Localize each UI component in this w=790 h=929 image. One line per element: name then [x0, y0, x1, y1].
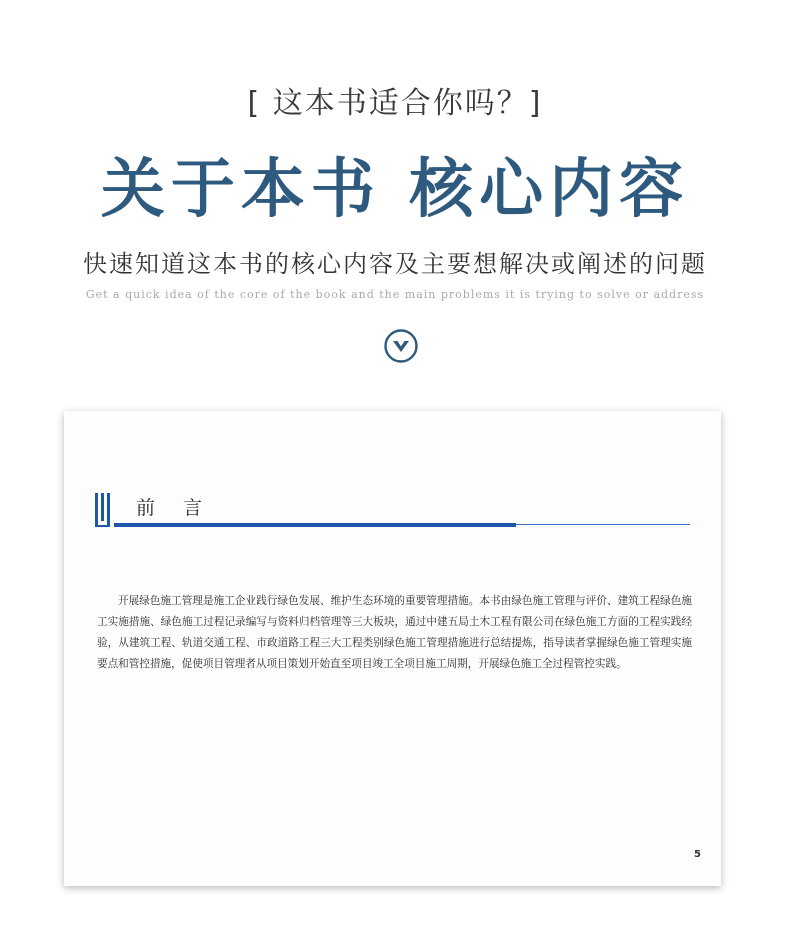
section-title: 前言 [136, 497, 231, 519]
chevron-down-circle-icon[interactable] [383, 328, 419, 364]
section-bracket-icon [94, 493, 116, 529]
kicker-text: [ 这本书适合你吗？] [247, 86, 543, 121]
subtitle: 快速知道这本书的核心内容及主要想解决或阐述的问题 [83, 250, 707, 278]
english-subtitle: Get a quick idea of the core of the book and the main problems it is trying to solve or address [85, 288, 705, 301]
book-page-scan [64, 411, 721, 886]
title-underline-thin [516, 524, 690, 525]
page-title: 关于本书 核心内容 [100, 152, 690, 227]
title-underline [114, 523, 516, 527]
header-section [0, 0, 790, 400]
preface-paragraph: 开展绿色施工管理是施工企业践行绿色发展、维护生态环境的重要管理措施。本书由绿色施工管理与评价、建筑工程绿色施工实施措施、绿色施工过程记录编写与资料归档管理等三大板块，通过中建五局土木工程有限公司在绿色施工方面的工程实践经验，从建筑工程、轨道交通工程、市政道路工程三大工程类别绿色施工管理措施进行总结提炼，指导读者掌握绿色施工管理实施要点和管控措施，促使项目管理者从项目策划开始直至项目竣工全项目施工周期，开展绿色施工全过程管控实践。 [97, 595, 692, 670]
page-number: 5 [694, 849, 701, 860]
